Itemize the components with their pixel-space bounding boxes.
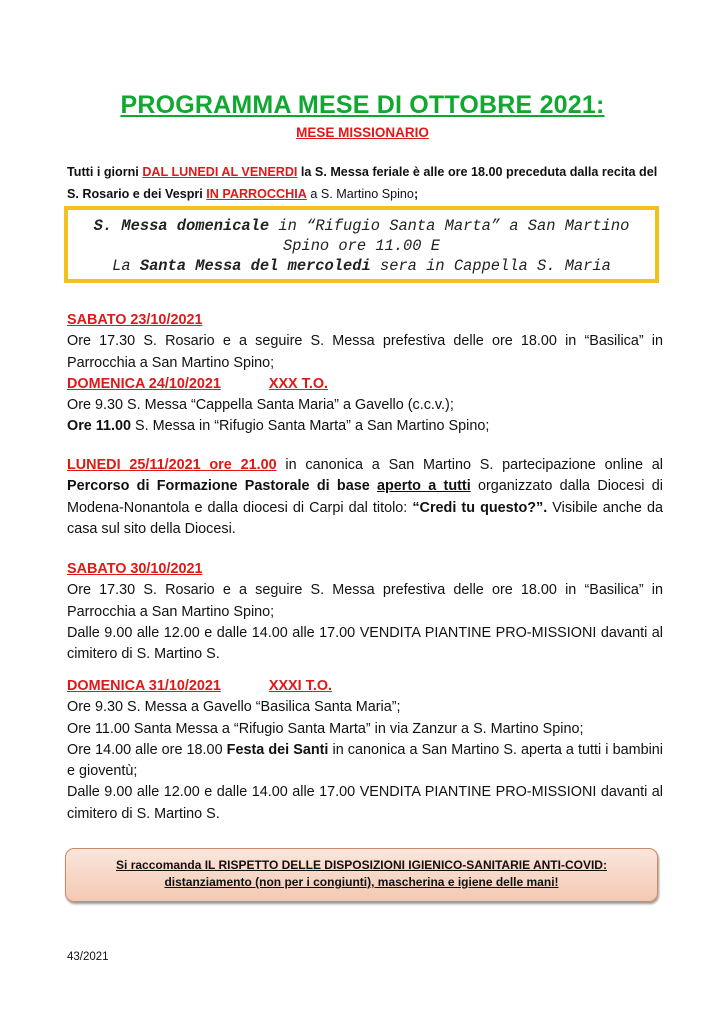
sun31-line-1: Ore 9.30 S. Messa a Gavello “Basilica Santa Maria”; bbox=[67, 699, 401, 716]
section-sat-30 bbox=[67, 559, 663, 665]
sun24-line-2: S. Messa in “Rifugio Santa Marta” a San Martino Spino; bbox=[131, 418, 490, 435]
sat23-line-1: Ore 17.30 S. Rosario e a seguire S. Messa prefestiva delle ore 18.00 in “Basilica” in Parrocchia a San Martino Spino; bbox=[67, 333, 663, 371]
intro-days: DAL LUNEDI AL VENERDI bbox=[142, 165, 298, 179]
section-mon-25 bbox=[67, 455, 663, 540]
sun31-line-3c: in canonica a San Martino S. aperta a tutti i bambini e gioventù; bbox=[67, 741, 663, 780]
mon25-text-1: in canonica a San Martino S. partecipazione online al bbox=[276, 457, 663, 473]
intro-place: IN PARROCCHIA bbox=[206, 187, 307, 201]
sun31-heading-to: XXXI T.O. bbox=[268, 678, 333, 694]
page-number: 43/2021 bbox=[67, 951, 109, 963]
sun31-line-3a: Ore 14.00 alle ore 18.00 bbox=[67, 741, 227, 758]
box-text-1: in “Rifugio Santa Marta” a San Martino Spino ore 11.00 E bbox=[269, 217, 630, 255]
mon25-bold-2: aperto a tutti bbox=[376, 478, 471, 495]
box-bold-1: S. Messa domenicale bbox=[93, 217, 270, 235]
covid-notice bbox=[65, 848, 658, 902]
intro-text-1: Tutti i giorni bbox=[67, 165, 143, 179]
sun31-heading-date: DOMENICA 31/10/2021 bbox=[67, 678, 221, 694]
intro-text-4: ; bbox=[413, 187, 419, 201]
sun24-line-2-bold: Ore 11.00 bbox=[67, 418, 132, 435]
sun24-line-1: Ore 9.30 S. Messa “Cappella Santa Maria” a Gavello (c.c.v.); bbox=[67, 397, 454, 414]
sun24-heading-date: DOMENICA 24/10/2021 bbox=[67, 375, 221, 392]
page-title: PROGRAMMA MESE DI OTTOBRE 2021: bbox=[120, 91, 605, 119]
notice-text: Si raccomanda IL RISPETTO DELLE DISPOSIZIONI IGIENICO-SANITARIE ANTI-COVID: distanziamento (non per i congiunti), mascherina e igiene delle mani! bbox=[116, 858, 607, 889]
section-sun-31 bbox=[67, 676, 663, 825]
box-text-2: La bbox=[112, 257, 140, 275]
intro-paragraph bbox=[67, 161, 663, 205]
sat30-heading: SABATO 30/10/2021 bbox=[67, 561, 203, 577]
mon25-bold-1: Percorso di Formazione Pastorale di base bbox=[67, 478, 370, 495]
sun24-heading-to: XXX T.O. bbox=[268, 375, 329, 392]
intro-text-2: la S. Messa feriale è alle ore 18.00 preceduta dalla recita del S. Rosario e dei Vespri bbox=[67, 165, 658, 201]
mon25-text-2: organizzato dalla Diocesi di Modena-Nonantola e dalla diocesi di Carpi dal titolo: bbox=[67, 478, 663, 516]
sat30-line-2: Dalle 9.00 alle 12.00 e dalle 14.00 alle 17.00 VENDITA PIANTINE PRO-MISSIONI davanti al cimitero di S. Martino S. bbox=[67, 624, 663, 663]
page-subtitle: MESE MISSIONARIO bbox=[296, 125, 429, 140]
mon25-bold-3: “Credi tu questo?”. bbox=[412, 499, 548, 516]
sun31-line-2: Ore 11.00 Santa Messa a “Rifugio Santa Marta” in via Zanzur a S. Martino Spino; bbox=[67, 720, 584, 737]
mon25-heading: LUNEDI 25/11/2021 ore 21.00 bbox=[67, 457, 277, 473]
mon25-text-3: Visibile anche da casa sul sito della Diocesi. bbox=[67, 499, 663, 537]
box-bold-2: Santa Messa del mercoledi bbox=[139, 257, 371, 275]
sat23-heading: SABATO 23/10/2021 bbox=[67, 312, 203, 328]
sat30-line-1: Ore 17.30 S. Rosario e a seguire S. Messa prefestiva delle ore 18.00 in “Basilica” in Parrocchia a San Martino Spino; bbox=[67, 582, 663, 620]
sun31-line-3b: Festa dei Santi bbox=[226, 741, 329, 758]
sunday-mass-box bbox=[64, 206, 659, 283]
section-sat-23 bbox=[67, 310, 663, 438]
intro-text-3: a S. Martino Spino bbox=[306, 187, 414, 201]
box-text-3: sera in Cappella S. Maria bbox=[370, 257, 611, 275]
sun31-line-4: Dalle 9.00 alle 12.00 e dalle 14.00 alle 17.00 VENDITA PIANTINE PRO-MISSIONI davanti al cimitero di S. Martino S. bbox=[67, 784, 663, 822]
